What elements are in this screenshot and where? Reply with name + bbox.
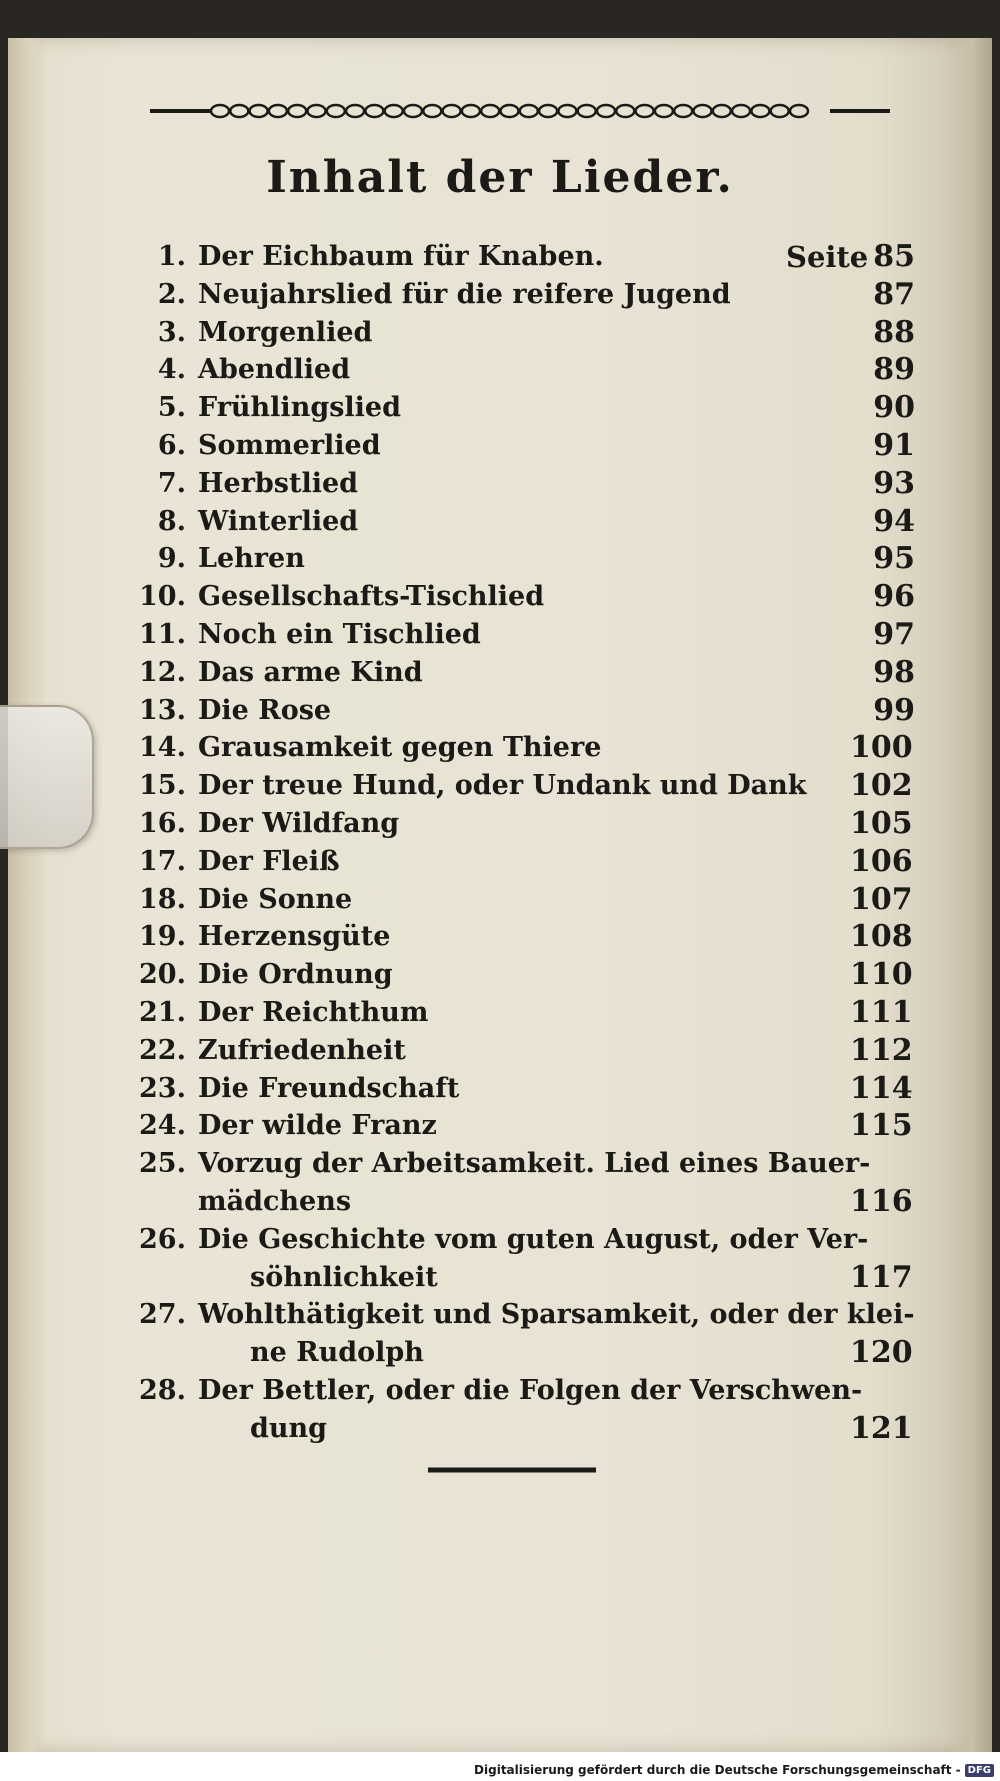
toc-entry: [0, 1032, 1000, 1070]
toc-entry-page: 90: [873, 390, 915, 426]
toc-entry: [0, 692, 1000, 730]
toc-entry: [0, 729, 1000, 767]
toc-entry-page: 89: [873, 352, 915, 388]
toc-entry-page: 98: [873, 654, 915, 690]
toc-entry-number: 8.: [157, 505, 186, 537]
toc-entry: [0, 238, 1000, 276]
toc-entry: [0, 767, 1000, 805]
ornament-link: [327, 105, 345, 117]
toc-entry-title: Die Geschichte vom guten August, oder Ver-: [198, 1223, 869, 1255]
toc-entry-page: 96: [873, 579, 915, 615]
toc-entry-title-continuation: dung: [250, 1412, 328, 1444]
toc-entry-page: 110: [850, 957, 913, 993]
ornament-link: [578, 105, 596, 117]
toc-entry-page: 112: [850, 1032, 913, 1068]
ornament-link: [230, 105, 248, 117]
toc-entry-number: 13.: [139, 694, 186, 726]
toc-entry: [0, 1145, 1000, 1183]
toc-entry: [0, 540, 1000, 578]
toc-entry: [0, 1296, 1000, 1334]
toc-entry-number: 11.: [139, 619, 186, 650]
toc-entry: [0, 616, 1000, 654]
ornament-link: [694, 105, 712, 117]
toc-entry-number: 16.: [139, 808, 186, 839]
footer-credit: [474, 1761, 994, 1779]
toc-entry-continuation: [0, 1410, 1000, 1448]
toc-entry-number: 24.: [139, 1110, 186, 1142]
ornament-link: [365, 105, 383, 117]
toc-entry-number: 7.: [157, 467, 186, 499]
ornament-link: [462, 105, 480, 117]
toc-entry-title: Der Wildfang: [198, 808, 400, 839]
ornament-link: [269, 105, 287, 117]
toc-entry-page: 85: [873, 239, 915, 274]
ornament-link: [404, 105, 422, 117]
toc-entry-page: 107: [850, 881, 913, 917]
toc-entry-page: 115: [850, 1108, 913, 1144]
toc-entry-title: Die Sonne: [198, 883, 353, 915]
toc-entry-title: Grausamkeit gegen Thiere: [198, 732, 602, 764]
toc-entry: [0, 427, 1000, 465]
toc-entry-title: Abendlied: [198, 354, 351, 386]
footer-text: Digitalisierung gefördert durch die Deutsche Forschungsgemeinschaft -: [474, 1763, 961, 1777]
ornament-link: [211, 105, 229, 117]
toc-entry-page: 117: [850, 1259, 913, 1295]
toc-entry: [0, 1107, 1000, 1145]
ornament-link: [385, 105, 403, 117]
toc-entry-continuation: [0, 1334, 1000, 1372]
toc-entry-number: 10.: [139, 581, 186, 613]
toc-entry-title-continuation: mädchens: [198, 1186, 352, 1217]
toc-entry: [0, 1221, 1000, 1259]
toc-entry-page: 114: [850, 1070, 913, 1106]
toc-entry-page: 95: [873, 541, 915, 577]
ornament-link: [346, 105, 364, 117]
toc-entry-number: 15.: [139, 770, 186, 802]
toc-entry: [0, 654, 1000, 692]
toc-entry-number: 23.: [139, 1072, 186, 1104]
ornament-link: [423, 105, 441, 117]
toc-entry-title: Vorzug der Arbeitsamkeit. Lied eines Bauer-: [198, 1148, 871, 1180]
toc-entry-title: Der treue Hund, oder Undank und Dank: [198, 770, 807, 802]
toc-entry: [0, 351, 1000, 389]
ornament-link: [250, 105, 268, 117]
page-title: Inhalt der Lieder.: [266, 152, 734, 203]
ornament-link: [308, 105, 326, 117]
toc-entry-page: 121: [850, 1410, 913, 1446]
toc-entry-continuation: [0, 1183, 1000, 1221]
toc-entry-page: 120: [850, 1335, 913, 1371]
toc-entry-page: 97: [873, 617, 915, 652]
ornament-link: [501, 105, 519, 117]
toc-entry-page: 106: [850, 843, 913, 879]
toc-entry-number: 17.: [139, 845, 186, 877]
toc-entry: [0, 389, 1000, 427]
toc-entry-title: Wohlthätigkeit und Sparsamkeit, oder der klei-: [198, 1299, 915, 1331]
toc-entry: [0, 994, 1000, 1032]
ornament-link: [597, 105, 615, 117]
ornament-link: [616, 105, 634, 117]
toc-entry: [0, 276, 1000, 314]
toc-entry-number: 28.: [139, 1375, 186, 1406]
toc-entry-title: Herzensgüte: [198, 921, 391, 953]
toc-entry-number: 3.: [157, 316, 186, 348]
toc-entry: [0, 578, 1000, 616]
toc-entry-title: Der Eichbaum für Knaben.: [198, 241, 604, 272]
toc-entry-number: 25.: [139, 1148, 186, 1180]
toc-entry-title-continuation: söhnlichkeit: [250, 1261, 438, 1293]
toc-entry-title: Der Fleiß: [198, 845, 340, 877]
toc-entry: [0, 805, 1000, 843]
toc-entry-number: 21.: [139, 997, 186, 1028]
toc-entry-title: Gesellschafts-Tischlied: [198, 581, 545, 613]
ornament-link: [481, 105, 499, 117]
toc-entry-number: 9.: [157, 543, 186, 575]
toc-entry-number: 5.: [157, 392, 186, 424]
toc-entry-page: 94: [873, 503, 915, 539]
toc-entry-title: Noch ein Tischlied: [198, 619, 481, 650]
ornament-link: [655, 105, 673, 117]
ornament-link: [713, 105, 731, 117]
ornament-link: [790, 105, 808, 117]
ornament-link: [443, 105, 461, 117]
toc-entry-page: 93: [873, 465, 915, 501]
toc-entry-title: Zufriedenheit: [198, 1034, 406, 1066]
toc-entry-number: 27.: [139, 1299, 186, 1331]
toc-entry-continuation: [0, 1259, 1000, 1297]
ornament-link: [674, 105, 692, 117]
toc-entry-page: 111: [850, 995, 913, 1030]
toc-entry-page: 88: [873, 314, 915, 350]
toc-entry-number: 4.: [157, 354, 186, 386]
top-ornament-rule: [150, 96, 890, 126]
toc-entry: [0, 465, 1000, 503]
ornament-link: [771, 105, 789, 117]
toc-entry-page: 91: [873, 428, 915, 463]
toc-entry: [0, 503, 1000, 541]
toc-entry-title: Neujahrslied für die reifere Jugend: [198, 278, 731, 310]
dfg-logo: DFG: [965, 1764, 994, 1777]
toc-entry-page: 99: [873, 692, 915, 728]
toc-entry-title: Das arme Kind: [198, 656, 423, 688]
ornament-link: [636, 105, 654, 117]
toc-entry-page: 100: [850, 730, 913, 766]
toc-entry-title: Sommerlied: [198, 430, 381, 461]
ornament-link: [539, 105, 557, 117]
toc-entry-number: 20.: [139, 959, 186, 991]
toc-entry: [0, 314, 1000, 352]
paper-clip: [0, 705, 94, 849]
ornament-link: [732, 105, 750, 117]
toc-entry-page: 108: [850, 919, 913, 955]
toc-entry-title-continuation: ne Rudolph: [250, 1337, 424, 1369]
toc-entry-page: 105: [850, 806, 913, 841]
ornament-link: [520, 105, 538, 117]
toc-entry-title: Winterlied: [198, 505, 359, 537]
toc-entry: [0, 1070, 1000, 1108]
toc-entry-title: Der Reichthum: [198, 997, 429, 1028]
toc-entry-page: 87: [873, 276, 915, 312]
toc-entry-number: 2.: [157, 278, 186, 310]
bottom-rule: [428, 1466, 596, 1474]
toc-entry-title: Der wilde Franz: [198, 1110, 437, 1142]
toc-entry: [0, 881, 1000, 919]
toc-entry: [0, 918, 1000, 956]
toc-entry-title: Herbstlied: [198, 467, 359, 499]
toc-entry-title: Die Ordnung: [198, 959, 393, 991]
toc-entry: [0, 1372, 1000, 1410]
toc-entry-number: 22.: [139, 1034, 186, 1066]
toc-entry-number: 14.: [139, 732, 186, 764]
toc-entry-number: 6.: [157, 430, 186, 461]
toc-entry: [0, 843, 1000, 881]
toc-entry: [0, 956, 1000, 994]
toc-entry-number: 1.: [157, 241, 186, 272]
toc-entry-number: 26.: [139, 1223, 186, 1255]
ornament-link: [751, 105, 769, 117]
toc-entry-title: Der Bettler, oder die Folgen der Verschwen-: [198, 1375, 863, 1406]
toc-entry-number: 19.: [139, 921, 186, 953]
seite-label: Seite: [786, 240, 869, 274]
toc-entry-page: 116: [850, 1184, 913, 1219]
ornament-link: [558, 105, 576, 117]
toc-entry-number: 12.: [139, 656, 186, 688]
ornament-link: [288, 105, 306, 117]
toc-entry-title: Morgenlied: [198, 316, 373, 348]
toc-entry-title: Frühlingslied: [198, 392, 401, 424]
toc-entry-title: Die Freundschaft: [198, 1072, 460, 1104]
toc-entry-title: Lehren: [198, 543, 305, 575]
toc-entry-page: 102: [850, 768, 913, 804]
toc-entry-title: Die Rose: [198, 694, 332, 726]
toc-entry-number: 18.: [139, 883, 186, 915]
